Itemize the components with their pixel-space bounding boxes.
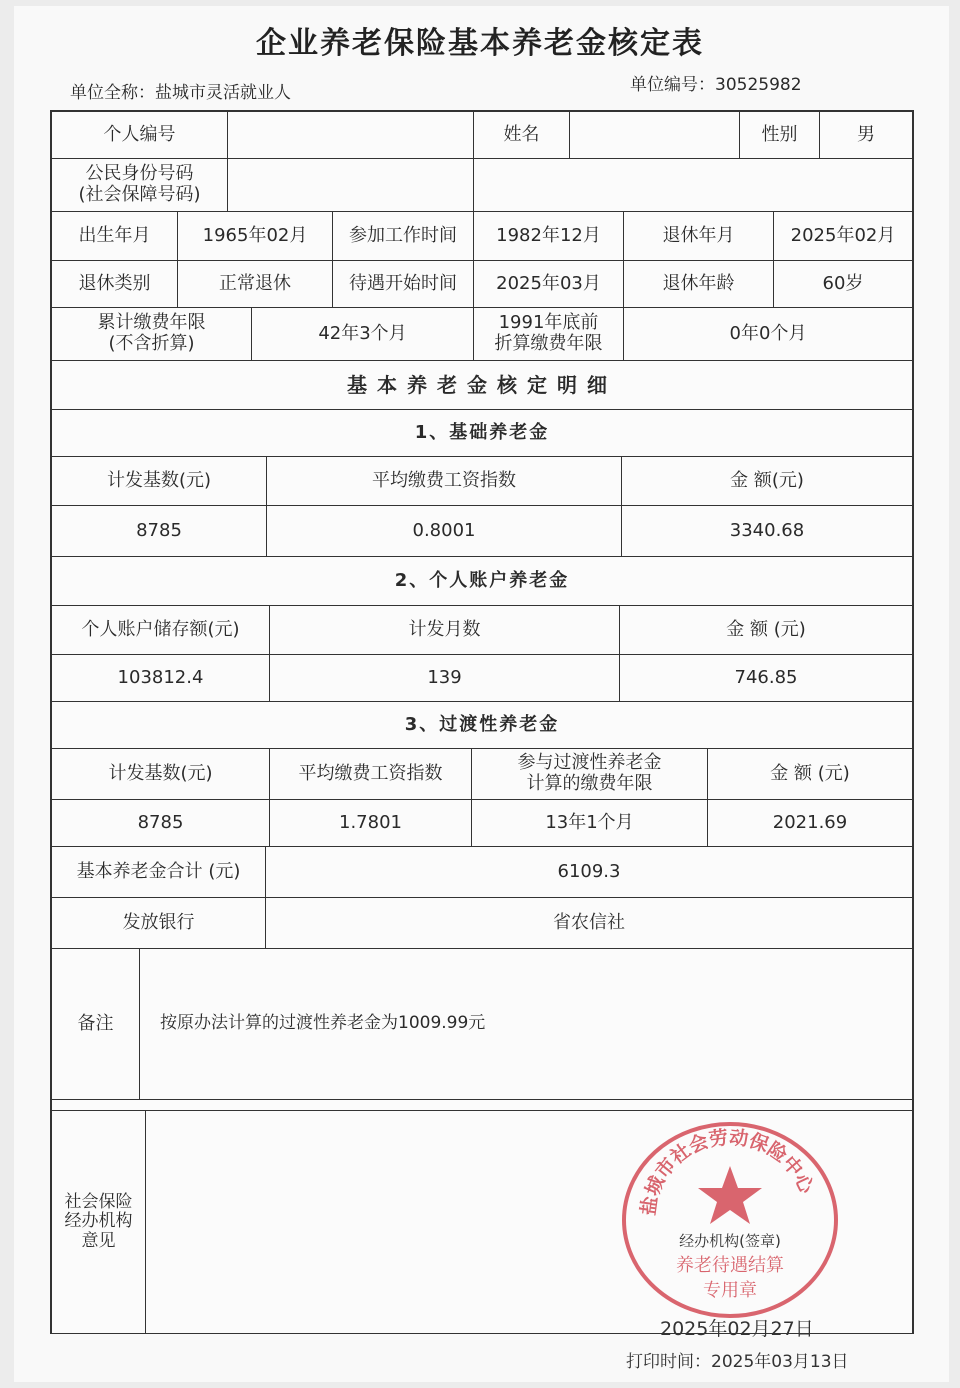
transition-header: 平均缴费工资指数 xyxy=(270,749,472,799)
gender-label: 性别 xyxy=(740,112,820,158)
personal-id-label: 个人编号 xyxy=(52,112,228,158)
svg-text:专用章: 专用章 xyxy=(703,1280,757,1301)
account-value: 746.85 xyxy=(734,666,798,688)
account-value: 139 xyxy=(270,655,620,701)
table-row xyxy=(52,702,912,749)
contrib-years-label: 累计缴费年限 (不含折算) xyxy=(52,308,252,360)
svg-text:经办机构(签章): 经办机构(签章) xyxy=(679,1232,781,1250)
print-time: 打印时间：2025年03月13日 xyxy=(626,1352,849,1372)
name-label: 姓名 xyxy=(474,112,570,158)
table-row xyxy=(52,361,912,410)
unit-number xyxy=(630,74,802,96)
account-value: 103812.4 xyxy=(52,655,270,701)
citizen-id-label: 公民身份号码 (社会保障号码) xyxy=(52,159,228,211)
basic-value: 0.8001 xyxy=(267,506,622,556)
table-row xyxy=(52,557,912,606)
name-value xyxy=(570,112,740,158)
transition-value: 2021.69 xyxy=(772,811,848,833)
birth-value: 1965年02月 xyxy=(178,212,333,260)
benefit-start-value: 2025年03月 xyxy=(474,261,624,307)
basic-value: 8785 xyxy=(52,506,267,556)
table-row xyxy=(52,898,912,949)
table-row xyxy=(52,212,912,261)
total-label: 基本养老金合计 (元) xyxy=(52,847,266,897)
unit-name-value: 盐城市灵活就业人 xyxy=(155,83,291,103)
transition-header: 金 额 (元) xyxy=(770,762,850,784)
table-row xyxy=(52,308,912,361)
table-row xyxy=(52,457,912,506)
basic-value: 3340.68 xyxy=(729,519,805,541)
transition-header: 参与过渡性养老金 计算的缴费年限 xyxy=(472,749,708,799)
document-title: 企业养老保险基本养老金核定表 xyxy=(256,26,704,61)
svg-text:盐城市社会劳动保险中心: 盐城市社会劳动保险中心 xyxy=(637,1126,818,1217)
retire-type-value: 正常退休 xyxy=(178,261,333,307)
bank-label: 发放银行 xyxy=(52,898,266,948)
official-seal-icon xyxy=(618,1118,843,1318)
bank-value: 省农信社 xyxy=(553,911,625,933)
citizen-id-value xyxy=(228,159,474,211)
work-start-value: 1982年12月 xyxy=(474,212,624,260)
table-row xyxy=(52,1100,912,1111)
blank-cell xyxy=(474,159,912,211)
account-header: 计发月数 xyxy=(270,606,620,654)
table-row xyxy=(52,749,912,800)
contrib-years-value: 42年3个月 xyxy=(252,308,474,360)
retire-month-label: 退休年月 xyxy=(624,212,774,260)
birth-label: 出生年月 xyxy=(52,212,178,260)
table-row xyxy=(52,800,912,847)
pre1991-label: 1991年底前 折算缴费年限 xyxy=(474,308,624,360)
table-row xyxy=(52,655,912,702)
total-value: 6109.3 xyxy=(557,860,621,882)
opinion-label: 社会保险 经办机构 意见 xyxy=(52,1111,146,1333)
detail-title: 基本养老金核定明细 xyxy=(347,372,617,397)
retire-age-label: 退休年龄 xyxy=(624,261,774,307)
retire-type-label: 退休类别 xyxy=(52,261,178,307)
basic-pension-title: 1、基础养老金 xyxy=(414,421,550,443)
unit-name xyxy=(70,82,291,104)
basic-header: 计发基数(元) xyxy=(52,457,267,505)
gender-value: 男 xyxy=(857,123,875,145)
table-row xyxy=(52,261,912,308)
unit-number-label: 单位编号： xyxy=(630,75,715,95)
transition-pension-title: 3、过渡性养老金 xyxy=(404,713,560,735)
svg-text:养老待遇结算: 养老待遇结算 xyxy=(676,1255,784,1276)
basic-header: 平均缴费工资指数 xyxy=(267,457,622,505)
table-row xyxy=(52,847,912,898)
sign-date: 2025年02月27日 xyxy=(660,1318,814,1340)
table-row xyxy=(52,112,912,159)
personal-id-value xyxy=(228,112,474,158)
table-row xyxy=(52,949,912,1100)
remark-label: 备注 xyxy=(52,949,140,1099)
work-start-label: 参加工作时间 xyxy=(333,212,474,260)
account-header: 个人账户储存额(元) xyxy=(52,606,270,654)
account-pension-title: 2、个人账户养老金 xyxy=(394,569,570,591)
table-row xyxy=(52,606,912,655)
pre1991-value: 0年0个月 xyxy=(729,322,807,344)
transition-header: 计发基数(元) xyxy=(52,749,270,799)
table-row xyxy=(52,159,912,212)
remark-text: 按原办法计算的过渡性养老金为1009.99元 xyxy=(160,1013,486,1034)
unit-name-label: 单位全称： xyxy=(70,83,155,103)
retire-month-value: 2025年02月 xyxy=(790,224,896,246)
transition-value: 1.7801 xyxy=(270,800,472,846)
basic-header: 金 额(元) xyxy=(730,469,804,491)
account-header: 金 额 (元) xyxy=(726,618,806,640)
unit-number-value: 30525982 xyxy=(715,75,802,95)
retire-age-value: 60岁 xyxy=(822,272,864,294)
transition-value: 13年1个月 xyxy=(472,800,708,846)
table-row xyxy=(52,410,912,457)
transition-value: 8785 xyxy=(52,800,270,846)
table-row xyxy=(52,506,912,557)
benefit-start-label: 待遇开始时间 xyxy=(333,261,474,307)
